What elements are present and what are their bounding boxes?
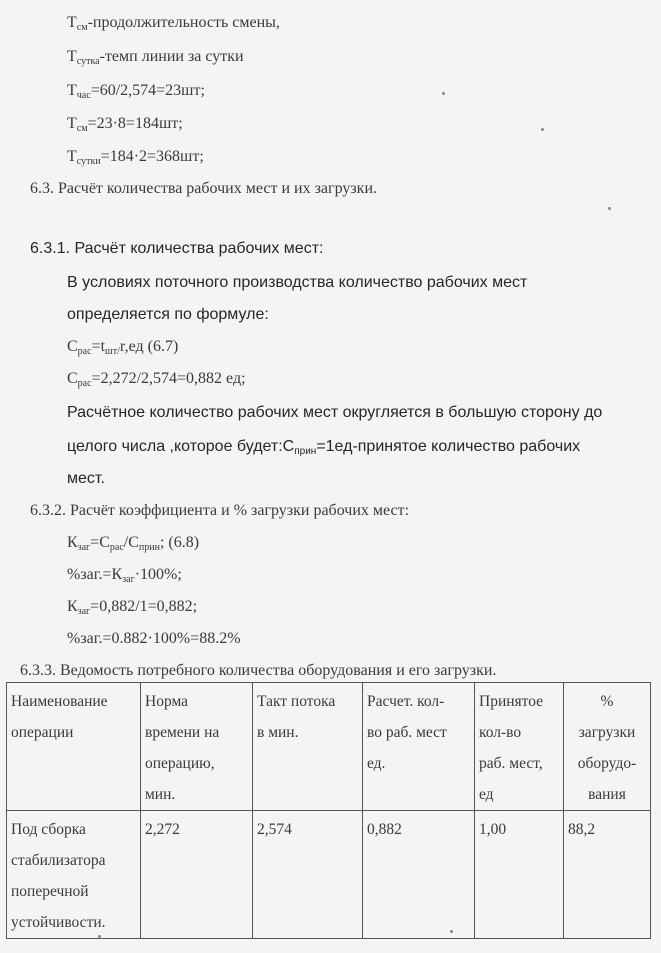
- header-cell-takt: Такт потока в мин.: [253, 683, 363, 811]
- equipment-table: [6, 682, 651, 939]
- cell-takt: 2,574: [253, 811, 363, 939]
- formula-6-8: $К_{заг}=С_{рас}/С_{прин}$; (6.8): [67, 534, 200, 553]
- cell-calc-count: 0,882: [363, 811, 475, 939]
- section-heading-6-3-2: 6.3.2. Расчёт коэффициента и % загрузки рабочих мест:: [30, 502, 410, 519]
- cell-load-percent: 88,2: [564, 811, 651, 939]
- header-cell-operation: Наименование операции: [7, 683, 141, 811]
- scan-speck: [608, 207, 611, 210]
- cell-operation: Под сборка стабилизатора поперечной устойчивости.: [7, 811, 141, 939]
- formula-c-ras-value: $С_{рас}=2,272/2,574=0,882$ ед;: [67, 370, 246, 389]
- table-row: [7, 811, 651, 939]
- scan-speck: [541, 128, 544, 131]
- definition-t-sutka: $Т_{сутка}$-темп линии за сутки: [67, 48, 244, 67]
- header-cell-accepted-count: Принятое кол-во раб. мест, ед: [475, 683, 564, 811]
- scan-speck: [98, 935, 101, 938]
- formula-6-7: $С_{рас}=t_{шт/}r,ед$ (6.7): [67, 338, 179, 357]
- header-cell-calc-count: Расчет. кол- во раб. мест ед.: [363, 683, 475, 811]
- cell-time-norm: 2,272: [141, 811, 253, 939]
- definition-t-smena: $Т_{см}$-продолжительность смены,: [67, 14, 280, 33]
- cell-accepted-count: 1,00: [475, 811, 564, 939]
- paragraph-line: определяется по формуле:: [67, 306, 269, 323]
- paragraph-line: целого числа ,которое $будет:С_{прин}=1ед$-принятое количество рабочих: [67, 438, 581, 457]
- formula-k-zag-value: $К_{заг}=0,882/1=0,882$;: [67, 598, 198, 617]
- header-cell-time-norm: Норма времени на операцию, мин.: [141, 683, 253, 811]
- table-header-row: [7, 683, 651, 811]
- section-heading-6-3-1: 6.3.1. Расчёт количества рабочих мест:: [30, 240, 324, 257]
- paragraph-line: В условиях поточного производства количество рабочих мест: [67, 274, 528, 291]
- formula-t-sutki: $Т_{сутки}=184\cdot 2=368шт$;: [67, 148, 204, 167]
- section-heading-6-3: 6.3. Расчёт количества рабочих мест и их загрузки.: [30, 180, 378, 197]
- section-heading-6-3-3: 6.3.3. Ведомость потребного количества оборудования и его загрузки.: [20, 662, 497, 679]
- formula-t-sm: $Т_{см}=23\cdot 8=184шт$;: [67, 115, 183, 134]
- formula-percent-zag: $\%заг.=К_{заг}\cdot 100\%$;: [67, 566, 182, 585]
- formula-percent-value: %заг.=0.882·100%=88.2%: [67, 630, 241, 647]
- scan-speck: [442, 92, 445, 95]
- scan-speck: [450, 930, 453, 933]
- paragraph-line: Расчётное количество рабочих мест округляется в большую сторону до: [67, 404, 603, 421]
- paragraph-line: мест.: [67, 470, 105, 487]
- header-cell-load-percent: % загрузки оборудо- вания: [564, 683, 651, 811]
- formula-t-chas: $Т_{час}=60/2,574=23шт$;: [67, 82, 205, 101]
